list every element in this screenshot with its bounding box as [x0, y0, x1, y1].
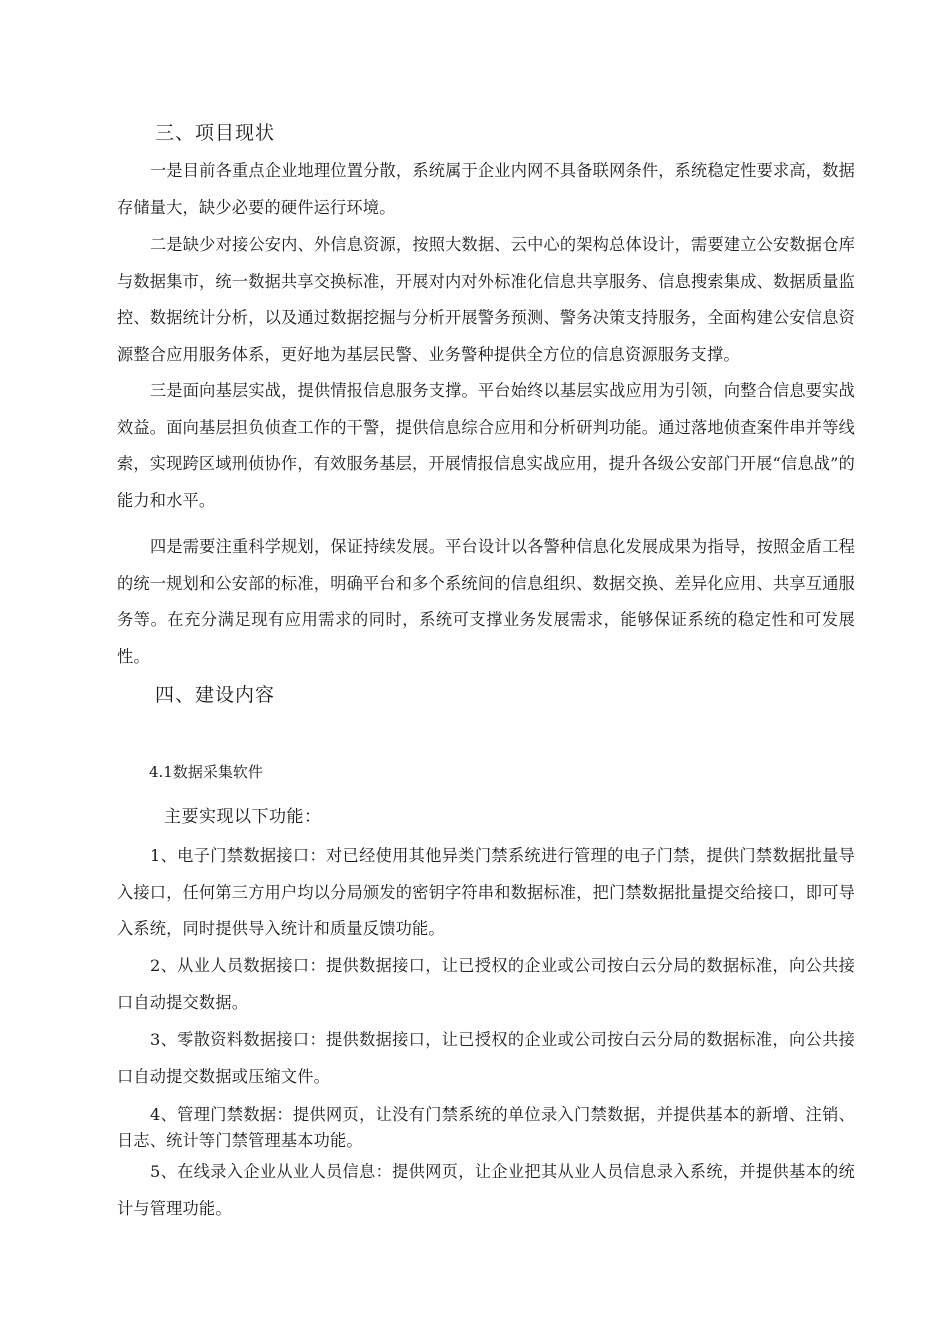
section-4-heading: 四、建设内容 [155, 684, 276, 706]
section-3-heading: 三、项目现状 [155, 122, 276, 144]
section-4-1-subheading: 4.1数据采集软件 [149, 763, 263, 781]
section-3-paragraph-1: 一是目前各重点企业地理位置分散，系统属于企业内网不具备联网条件，系统稳定性要求高，数据存储量大，缺少必要的硬件运行环境。 [117, 161, 855, 217]
section-3-paragraph-3: 三是面向基层实战，提供情报信息服务支撑。平台始终以基层实战应用为引领，向整合信息要实战效益。面向基层担负侦查工作的干警，提供信息综合应用和分析研判功能。通过落地侦查案件串并等线索，实现跨区域刑侦协作，有效服务基层，开展情报信息实战应用，提升各级公安部门开展“信息战”的能力和水平。 [117, 381, 855, 510]
function-item-3: 3、零散资料数据接口：提供数据接口，让已授权的企业或公司按白云分局的数据标准，向公共接口自动提交数据或压缩文件。 [117, 1030, 855, 1086]
section-3-paragraph-4: 四是需要注重科学规划，保证持续发展。平台设计以各警种信息化发展成果为指导，按照金盾工程的统一规划和公安部的标准，明确平台和多个系统间的信息组织、数据交换、差异化应用、共享互通服务等。在充分满足现有应用需求的同时，系统可支撑业务发展需求，能够保证系统的稳定性和可发展性。 [117, 537, 855, 666]
functions-lead: 主要实现以下功能： [164, 807, 322, 827]
function-item-1: 1、电子门禁数据接口：对已经使用其他异类门禁系统进行管理的电子门禁，提供门禁数据批量导入接口，任何第三方用户均以分局颁发的密钥字符串和数据标准，把门禁数据批量提交给接口，即可导入系统，同时提供导入统计和质量反馈功能。 [117, 846, 855, 938]
function-item-5: 5、在线录入企业从业人员信息：提供网页，让企业把其从业人员信息录入系统，并提供基本的统计与管理功能。 [117, 1162, 855, 1218]
section-3-paragraph-2: 二是缺少对接公安内、外信息资源，按照大数据、云中心的架构总体设计，需要建立公安数据仓库与数据集市，统一数据共享交换标准，开展对内对外标准化信息共享服务、信息搜索集成、数据质量监控、数据统计分析，以及通过数据挖掘与分析开展警务预测、警务决策支持服务，全面构建公安信息资源整合应用服务体系，更好地为基层民警、业务警种提供全方位的信息资源服务支撑。 [117, 235, 855, 364]
function-item-2: 2、从业人员数据接口：提供数据接口，让已授权的企业或公司按白云分局的数据标准，向公共接口自动提交数据。 [117, 956, 855, 1012]
function-item-4: 4、管理门禁数据：提供网页，让没有门禁系统的单位录入门禁数据，并提供基本的新增、注销、日志、统计等门禁管理基本功能。 [117, 1105, 855, 1150]
